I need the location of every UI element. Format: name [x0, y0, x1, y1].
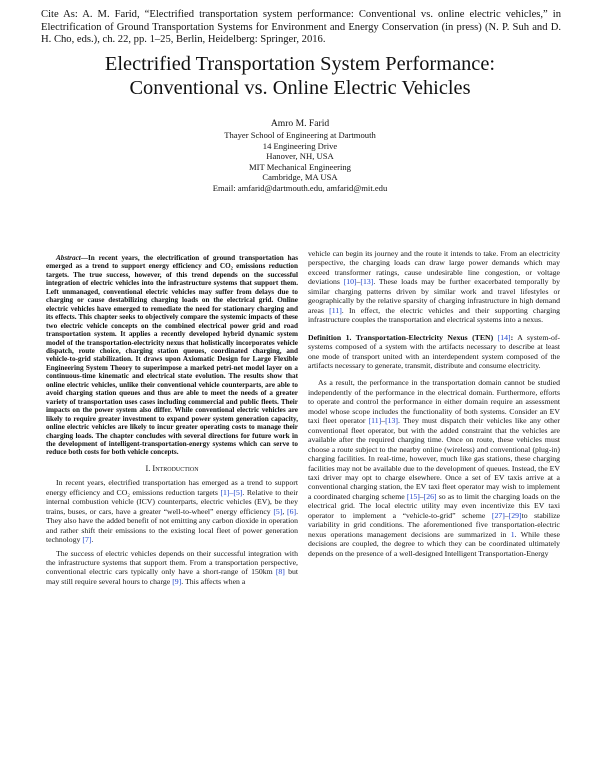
citation-link[interactable]: [6] [287, 506, 297, 516]
abstract-text: —In recent years, the electrification of ground transportation has emerged as a trend to support energy efficiency and CO₂ emissions reduction targets. The true success, however, of this trend depends on the successful integration of electric vehicles into the infrastructure systems that support them. Left unmanaged, conventional electric vehicles may suffer from delays due to charging or cause destabilizing charging loads on the electrical grid. Online electric vehicles have emerged to remediate the need for stationary charging and its effects. This chapter seeks to objectively compare the systemic impacts of these two electric vehicle concepts on the combined electrical power grid and road transportation system. It applies a recently developed hybrid dynamic system model of the transportation-electricity nexus that holistically incorporates vehicle dispatch, route choice, charging station queues, coordinated charging, and vehicle-to-grid stabilization. It draws upon Axiomatic Design for Large Flexible Engineering System Theory to superimpose a marked petri-net model layer on a continuous-time kinematic and electrical state evolution. The results show that online electric vehicles, unlike their conventional vehicle counterparts, are able to avoid charging station queues and thus are able to meet the needs of a greater variety of transportation uses cases including commercial and public fleets. Their impacts on the power system also differ. While conventional electric vehicles are likely to require greater investment to expand power system generation capacity, online electric vehicles are likely to incur greater operating costs to manage their charging loads. The chapter concludes with several directions for future work in the development of intelligent-transportation-energy systems which can serve to reduce both costs for both vehicle concepts. [46, 254, 298, 457]
intro-paragraph-1 [46, 478, 298, 544]
citation-link[interactable]: [9] [172, 576, 182, 586]
text-run: As a result, the performance in the transportation domain cannot be studied independently of the performance in the electrical domain. Furthermore, efforts to operate and control the performance in either domain require an assessment model whose scope includes the functionality of both systems. Consider an EV taxi fleet operator [308, 378, 560, 426]
author-email: Email: amfarid@dartmouth.edu, amfarid@mit.edu [212, 182, 388, 193]
author-affiliation-1: Thayer School of Engineering at Dartmouth [224, 130, 376, 140]
section-heading-introduction: I. Introduction [145, 463, 199, 473]
figure-link[interactable]: 1 [510, 529, 515, 539]
citation-link[interactable]: [29] [508, 510, 522, 520]
text-run: – [504, 510, 509, 520]
citation-link[interactable]: [13] [385, 416, 399, 426]
author-address-1: 14 Engineering Drive [262, 140, 338, 151]
left-column [46, 254, 298, 586]
citation-link[interactable]: [14] [497, 332, 511, 342]
right-paragraph-2 [308, 378, 560, 558]
text-run: but may still require several hours to charge [46, 567, 299, 586]
definition-text: A system-of-systems composed of a system with the artifacts necessary to describe at least one mode of transport united with an interdependent system composed of the artifacts necessary to generate, transmit, distribute and consume electricity. [308, 332, 561, 370]
citation-link[interactable]: [11] [329, 305, 342, 315]
citation-link[interactable]: [10] [343, 277, 357, 287]
text-run: . In effect, the electric vehicles and their supporting charging infrastructure couples the transportation and electrical systems into a nexus. [308, 305, 560, 325]
text-run: . This affects when a [181, 576, 246, 586]
text-run: so as to limit the charging loads on the electrical grid. The local electric utility may even incentivize this EV taxi operator to implement a “vehicle-to-grid” scheme [308, 491, 560, 520]
text-run: – [381, 416, 386, 426]
author-name: Amro M. Farid [270, 118, 330, 129]
text-run: . [91, 535, 94, 545]
citation-link[interactable]: [5] [273, 506, 283, 516]
citation-link[interactable]: [8] [275, 567, 285, 577]
citation: Cite As: A. M. Farid, “Electrified transportation system performance: Conventional vs. online electric vehicles,” in Electrification of Ground Transportation Systems for Environment and Energy Conservation (in press) (N. P. Suh and D. H. Cho, eds.), ch. 22, pp. 1–25, Berlin, Heidelberg: Springer, 2016. [41, 9, 561, 46]
citation-link[interactable]: [27] [491, 510, 505, 520]
text-run: . They must dispatch their vehicles like any other conventional fleet operator, but with the added constraint that the vehicles are available after the required charging time. Once on route, these vehicles must choose a route subject to the nearby online (wireless) and conventional (plug-in) charging facilities. In real-time, however, much like gas stations, these charging facilities may not be available due to the development of queues. Instead, the EV taxi driver may opt to charge elsewhere. Once a set of EV taxis arrive at a conventional charging station, the EV taxi fleet operator may wish to implement a coordinated charging scheme [308, 416, 560, 501]
abstract-lead: Abstract [56, 254, 81, 262]
text-run: . While these decisions are coupled, the degree to which they can be coordinated ultimately depends on the presence of a well-designed Intelligent Transportation-Energy [308, 529, 560, 558]
citation-link[interactable]: [7] [82, 535, 92, 545]
text-run: . These loads may be further exacerbated temporally by similar charging patterns driven by similar work and travel lifestyles or geographically by the relative sparsity of charging infrastructure in high demand areas [308, 277, 560, 315]
text-run: The success of electric vehicles depends on their successful integration with the infrastructure systems that support them. From a transportation perspective, conventional electric cars typically only have a short-range of 150km [46, 548, 298, 577]
citation-link[interactable]: [26] [423, 491, 437, 501]
text-run: – [356, 277, 361, 287]
citation-link[interactable]: [11] [368, 416, 382, 426]
citation-link[interactable]: [15] [406, 491, 420, 501]
author-block [100, 118, 500, 194]
right-column [308, 249, 560, 558]
text-run: – [419, 491, 424, 501]
text-run: vehicle can begin its journey and the route it intends to take. From an electricity perspective, the charging loads can draw large power demands which may exceed transformer ratings, cause undesirable line congestion, or voltage deviations [308, 249, 560, 287]
citation-link[interactable]: [1]–[5] [220, 487, 243, 497]
text-run: . Relative to their internal combustion vehicle (ICV) counterparts, electric vehicles (EV), be they trains, buses, or cars, have a greater “well-to-wheel” energy efficiency [46, 487, 298, 516]
definition-colon: : [510, 332, 514, 342]
abstract [46, 254, 298, 457]
author-address-2: Hanover, NH, USA [266, 151, 334, 162]
citation-link[interactable]: [13] [360, 277, 374, 287]
right-paragraph-1 [308, 249, 560, 325]
text-run: to stabilize variability in grid conditions. The aforementioned five transportation-electric nexus operations management decisions are summarized in [308, 510, 560, 539]
text-run: , [282, 506, 288, 516]
author-address-3: Cambridge, MA USA [262, 172, 338, 183]
definition-1 [308, 333, 560, 371]
text-run: . They also have the added benefit of not emitting any carbon dioxide in operation and rather shift their emissions to the existing local fleet of power generation technology [46, 506, 298, 545]
author-affiliation-2: MIT Mechanical Engineering [249, 161, 351, 172]
definition-title: Definition 1. Transportation-Electricity Nexus (TEN) [308, 332, 498, 342]
title-line-2: Conventional vs. Online Electric Vehicles [129, 77, 471, 99]
text-run: In recent years, electrified transportation has emerged as a trend to support energy efficiency and CO₂ emissions reduction targets [46, 478, 298, 497]
intro-paragraph-2 [46, 549, 298, 587]
title-line-1: Electrified Transportation System Performance: [104, 53, 496, 75]
page-title [40, 52, 560, 100]
